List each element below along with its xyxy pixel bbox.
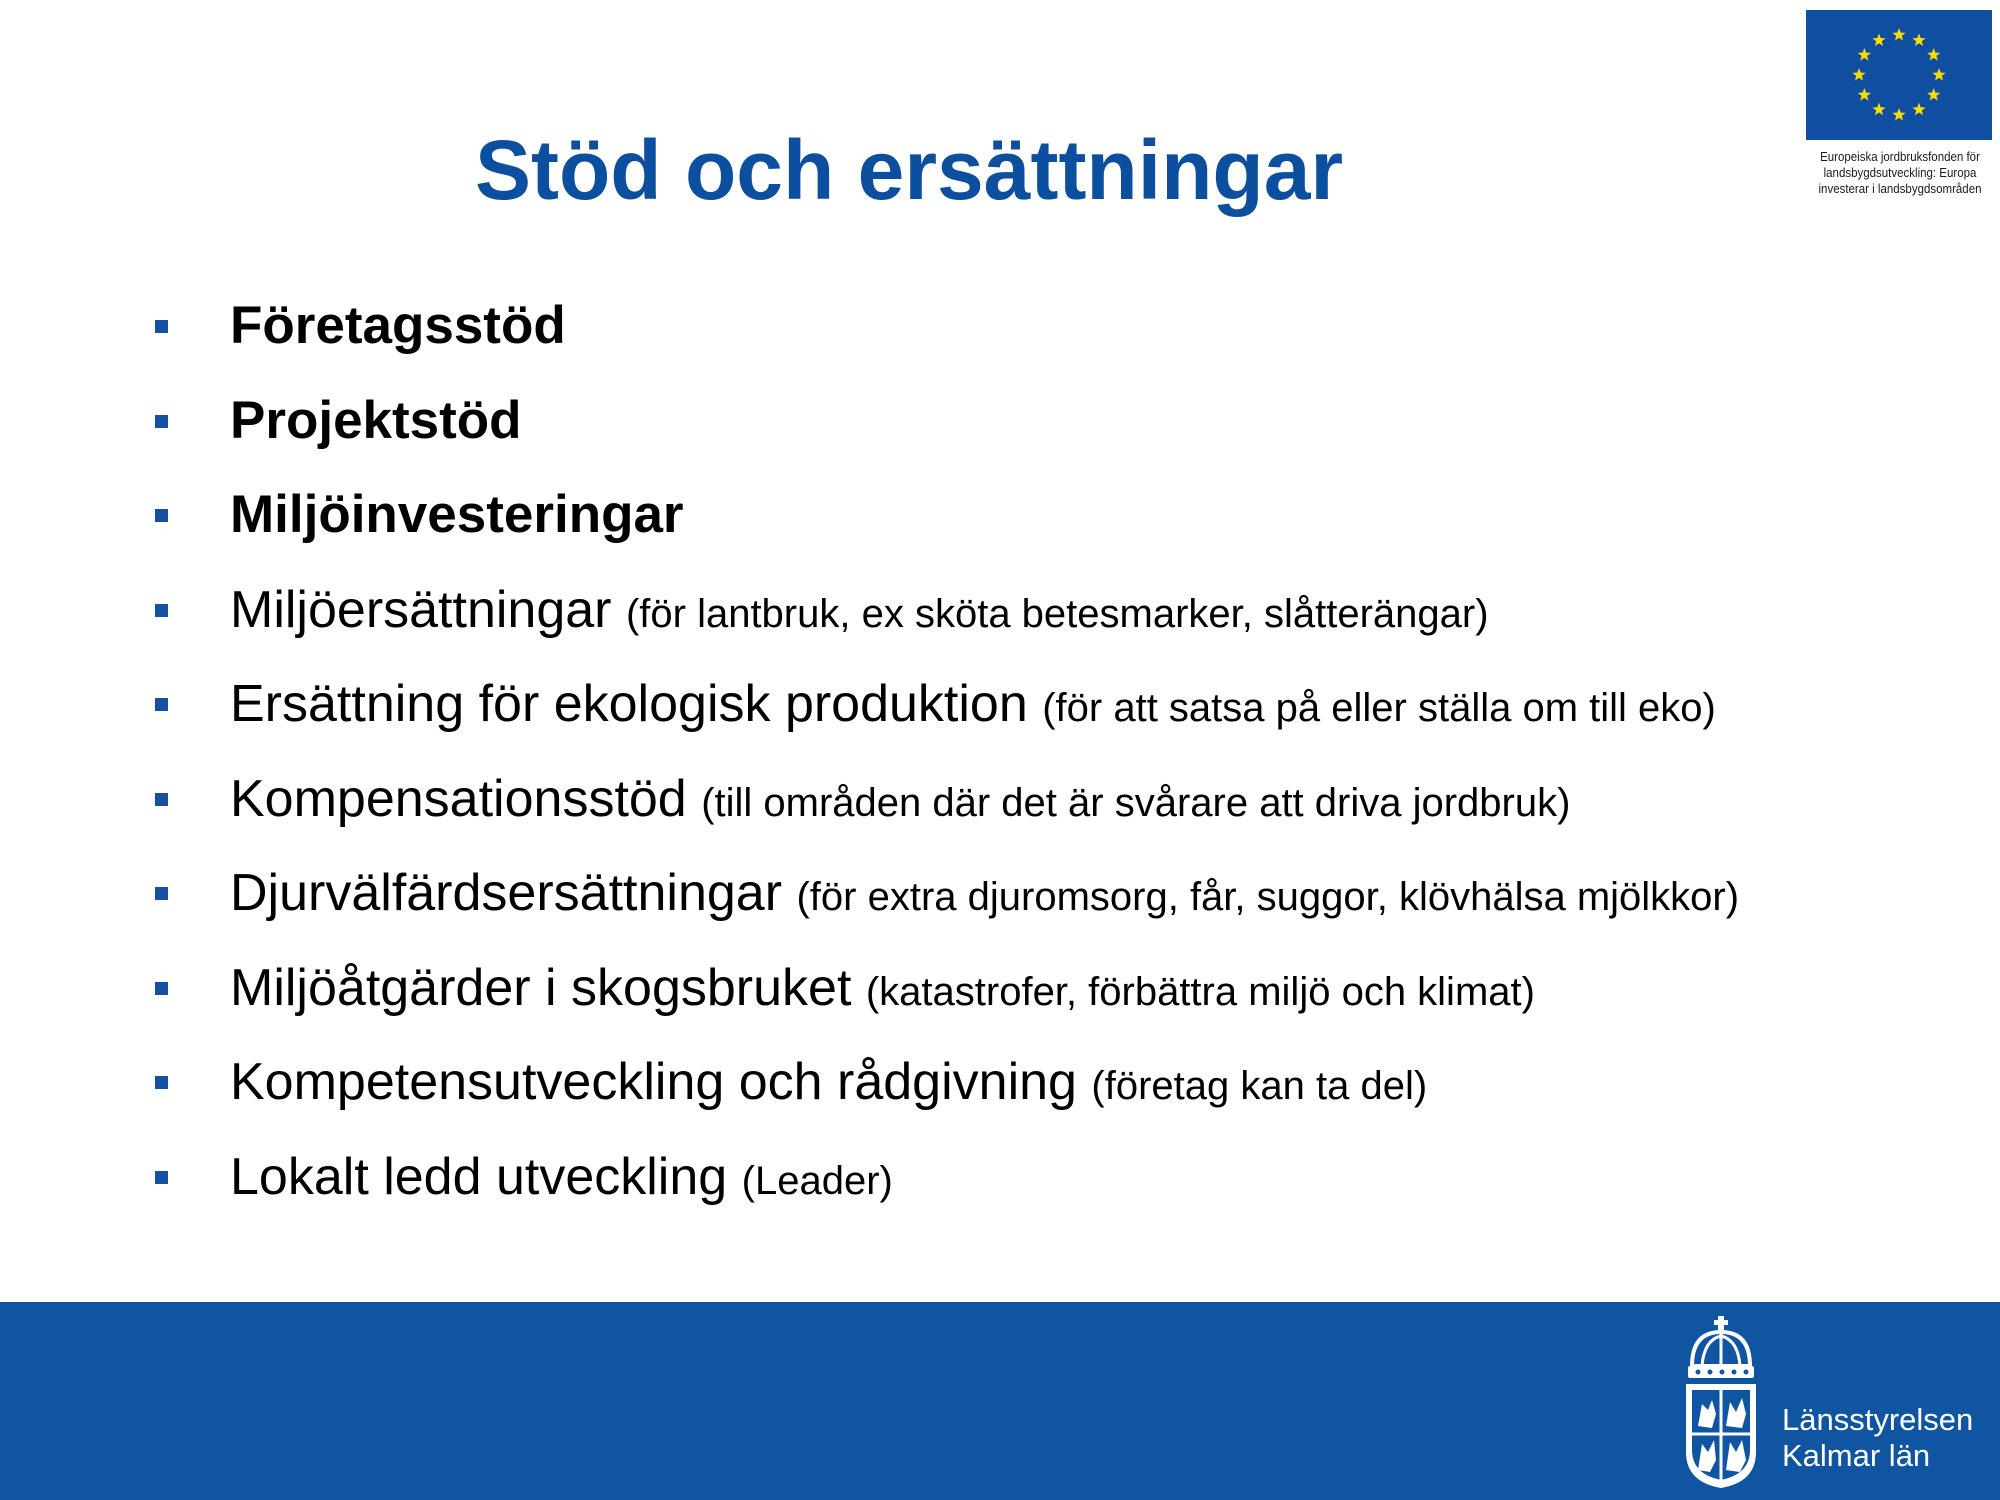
eu-star-icon bbox=[1892, 28, 1905, 41]
eu-star-icon bbox=[1858, 88, 1871, 101]
item-text bbox=[230, 391, 522, 451]
item-text bbox=[230, 769, 1570, 833]
item-text bbox=[230, 863, 1739, 927]
item-note: (för lantbruk, ex sköta betesmarker, slåtterängar) bbox=[625, 591, 1489, 636]
item-text bbox=[230, 580, 1489, 644]
eu-star-icon bbox=[1932, 68, 1945, 81]
list-item bbox=[155, 1139, 1985, 1234]
eu-caption-line: Europeiska jordbruksfonden för bbox=[1820, 150, 1980, 164]
item-note: (Leader) bbox=[741, 1158, 893, 1203]
organization-line: Kalmar län bbox=[1782, 1438, 1931, 1473]
coat-of-arms-icon bbox=[1672, 1314, 1772, 1490]
item-text bbox=[230, 1052, 1427, 1116]
item-note: (katastrofer, förbättra miljö och klimat) bbox=[865, 969, 1535, 1014]
bullet-square-icon bbox=[155, 698, 168, 711]
eu-star-icon bbox=[1912, 103, 1925, 116]
list-item bbox=[155, 477, 1985, 572]
list-item bbox=[155, 288, 1985, 383]
bullet-square-icon bbox=[155, 320, 168, 333]
item-text bbox=[230, 485, 684, 545]
item-text bbox=[230, 674, 1716, 738]
eu-flag-icon bbox=[1806, 10, 1992, 140]
item-text bbox=[230, 1147, 893, 1211]
eu-star-icon bbox=[1858, 48, 1871, 61]
bullet-square-icon bbox=[155, 982, 168, 995]
item-text bbox=[230, 958, 1535, 1022]
list-item bbox=[155, 383, 1985, 478]
item-label: Kompetensutveckling och rådgivning bbox=[230, 1053, 1077, 1111]
eu-logo bbox=[1806, 10, 1994, 197]
item-label: Lokalt ledd utveckling bbox=[230, 1147, 728, 1206]
item-label: Ersättning för ekologisk produktion bbox=[230, 675, 1028, 733]
bullet-list bbox=[155, 288, 1985, 1233]
bullet-square-icon bbox=[155, 1171, 168, 1184]
item-label: Miljöåtgärder i skogsbruket bbox=[230, 958, 852, 1017]
bullet-square-icon bbox=[155, 793, 168, 806]
eu-star-icon bbox=[1912, 33, 1925, 46]
item-note: (företag kan ta del) bbox=[1091, 1064, 1428, 1108]
item-label: Företagsstöd bbox=[230, 296, 566, 355]
item-note: (för att satsa på eller ställa om till eko) bbox=[1042, 686, 1716, 730]
eu-star-icon bbox=[1872, 33, 1885, 46]
bullet-square-icon bbox=[155, 887, 168, 900]
item-label: Miljöinvesteringar bbox=[230, 485, 684, 544]
bullet-square-icon bbox=[155, 604, 168, 617]
eu-star-icon bbox=[1927, 88, 1940, 101]
list-item bbox=[155, 761, 1985, 856]
eu-caption-line: investerar i landsbygdsområden bbox=[1818, 182, 1982, 196]
eu-star-icon bbox=[1872, 103, 1885, 116]
organization-name bbox=[1782, 1402, 1973, 1474]
list-item bbox=[155, 666, 1985, 761]
bullet-square-icon bbox=[155, 415, 168, 428]
eu-caption bbox=[1814, 149, 1987, 197]
item-label: Djurvälfärdsersättningar bbox=[230, 864, 783, 922]
organization-line: Länsstyrelsen bbox=[1782, 1402, 1974, 1437]
lansstyrelsen-logo bbox=[1672, 1314, 1992, 1490]
eu-star-icon bbox=[1892, 108, 1905, 121]
slide-title: Stöd och ersättningar bbox=[475, 123, 1344, 217]
list-item bbox=[155, 855, 1985, 950]
eu-caption-line: landsbygdsutveckling: Europa bbox=[1823, 166, 1977, 180]
item-note: (för extra djuromsorg, får, suggor, klövhälsa mjölkkor) bbox=[796, 875, 1740, 919]
eu-star-icon bbox=[1852, 68, 1865, 81]
bullet-square-icon bbox=[155, 1076, 168, 1089]
item-label: Miljöersättningar bbox=[230, 580, 612, 639]
list-item bbox=[155, 572, 1985, 667]
eu-star-icon bbox=[1927, 48, 1940, 61]
item-note: (till områden där det är svårare att driva jordbruk) bbox=[701, 780, 1571, 825]
list-item bbox=[155, 950, 1985, 1045]
item-label: Projektstöd bbox=[230, 390, 522, 450]
bullet-square-icon bbox=[155, 509, 168, 522]
item-label: Kompensationsstöd bbox=[230, 769, 687, 828]
item-text bbox=[230, 296, 566, 356]
list-item bbox=[155, 1044, 1985, 1139]
